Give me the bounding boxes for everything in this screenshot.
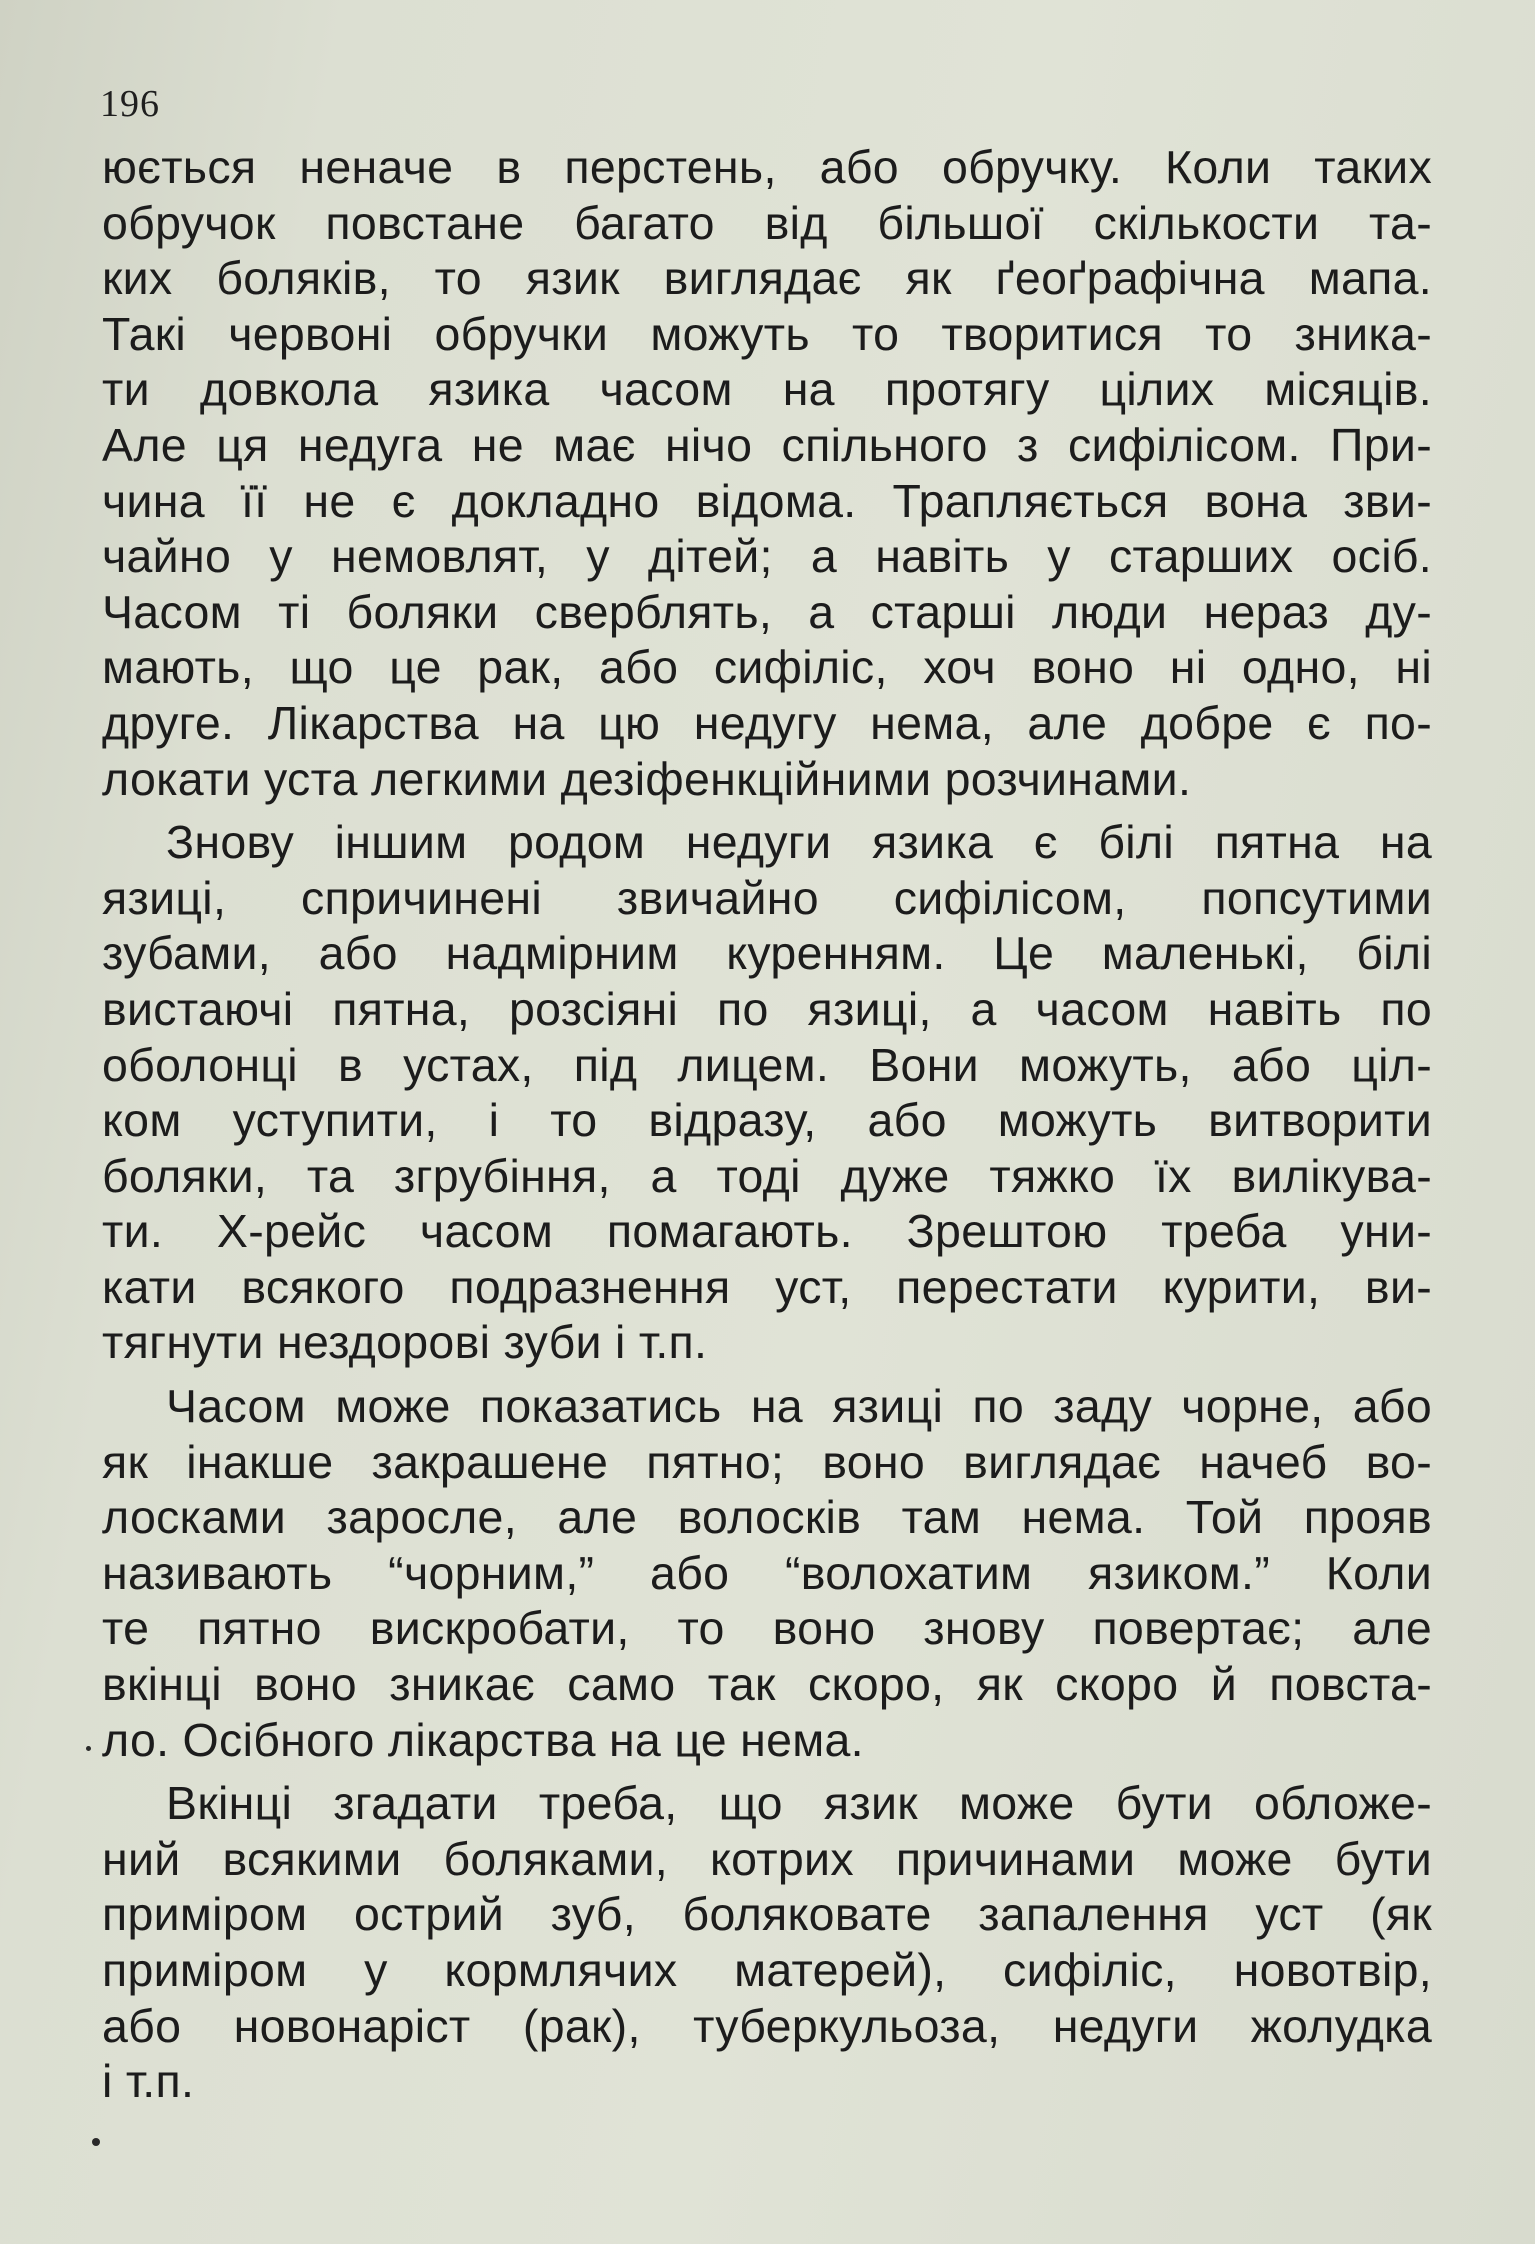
print-speck <box>86 1746 91 1751</box>
text-line: язиці, спричинені звичайно сифілісом, попсутими <box>102 871 1432 924</box>
text-line: обручок повстане багато від більшої скількости та- <box>102 196 1432 249</box>
text-line: ти. Х-рейс часом помагають. Зрештою треба уни- <box>102 1205 1432 1258</box>
text-line: приміром острий зуб, боляковате запалення уст (як <box>102 1888 1432 1941</box>
text-line: або новонаріст (рак), туберкульоза, недуги жолудка <box>102 1999 1432 2052</box>
text-line: мають, що це рак, або сифіліс, хоч воно ні одно, ні <box>102 641 1432 694</box>
text-line: Такі червоні обручки можуть то творитися то зника- <box>102 307 1432 360</box>
page-number: 196 <box>100 83 160 125</box>
text-line: Часом може показатись на язиці по заду чорне, або <box>166 1380 1432 1433</box>
body-text <box>102 140 1432 2118</box>
paragraph <box>102 815 1432 1371</box>
print-speck <box>92 2138 100 2146</box>
text-line: чина її не є докладно відома. Трапляється вона зви- <box>102 474 1432 527</box>
text-line: Але ця недуга не має нічо спільного з сифілісом. При- <box>102 418 1432 471</box>
text-line: і т.п. <box>102 2055 195 2108</box>
text-line: зубами, або надмірним куренням. Це маленькі, білі <box>102 927 1432 980</box>
text-line: ло. Осібного лікарства на це нема. <box>102 1713 864 1766</box>
text-line: юється неначе в перстень, або обручку. Коли таких <box>102 141 1432 193</box>
text-line: ких боляків, то язик виглядає як ґеоґрафічна мапа. <box>102 252 1432 305</box>
text-line: чайно у немовлят, у дітей; а навіть у старших осіб. <box>102 530 1432 583</box>
text-line: як інакше закрашене пятно; воно виглядає начеб во- <box>102 1435 1432 1488</box>
text-line: лосками заросле, але волосків там нема. Той прояв <box>102 1491 1432 1544</box>
paragraph <box>102 140 1432 807</box>
paragraph <box>102 1776 1432 2110</box>
paragraph <box>102 1379 1432 1768</box>
text-line: друге. Лікарства на цю недугу нема, але добре є по- <box>102 696 1432 749</box>
text-line: кати всякого подразнення уст, перестати курити, ви- <box>102 1260 1432 1313</box>
text-line: ний всякими боляками, котрих причинами може бути <box>102 1832 1432 1885</box>
text-line: Знову іншим родом недуги язика є білі пятна на <box>166 816 1432 869</box>
text-line: вистаючі пятна, розсіяні по язиці, а часом навіть по <box>102 982 1432 1035</box>
text-line: оболонці в устах, під лицем. Вони можуть, або ціл- <box>102 1038 1432 1091</box>
text-line: Вкінці згадати треба, що язик може бути обложе- <box>166 1777 1432 1830</box>
text-line: приміром у кормлячих матерей), сифіліс, новотвір, <box>102 1944 1432 1996</box>
text-line: те пятно вискробати, то воно знову повертає; але <box>102 1602 1432 1655</box>
text-line: ти довкола язика часом на протягу цілих місяців. <box>102 363 1432 416</box>
text-line: локати уста легкими дезіфенкційними розчинами. <box>102 752 1192 805</box>
text-line: вкінці воно зникає само так скоро, як скоро й повста- <box>102 1658 1432 1711</box>
text-line: ком уступити, і то відразу, або можуть витворити <box>102 1094 1432 1147</box>
text-line: тягнути нездорові зуби і т.п. <box>102 1316 708 1369</box>
text-line: Часом ті боляки сверблять, а старші люди нераз ду- <box>102 585 1432 638</box>
text-line: боляки, та згрубіння, а тоді дуже тяжко їх вилікува- <box>102 1149 1432 1202</box>
text-line: називають “чорним,” або “волохатим язиком.” Коли <box>102 1546 1432 1599</box>
